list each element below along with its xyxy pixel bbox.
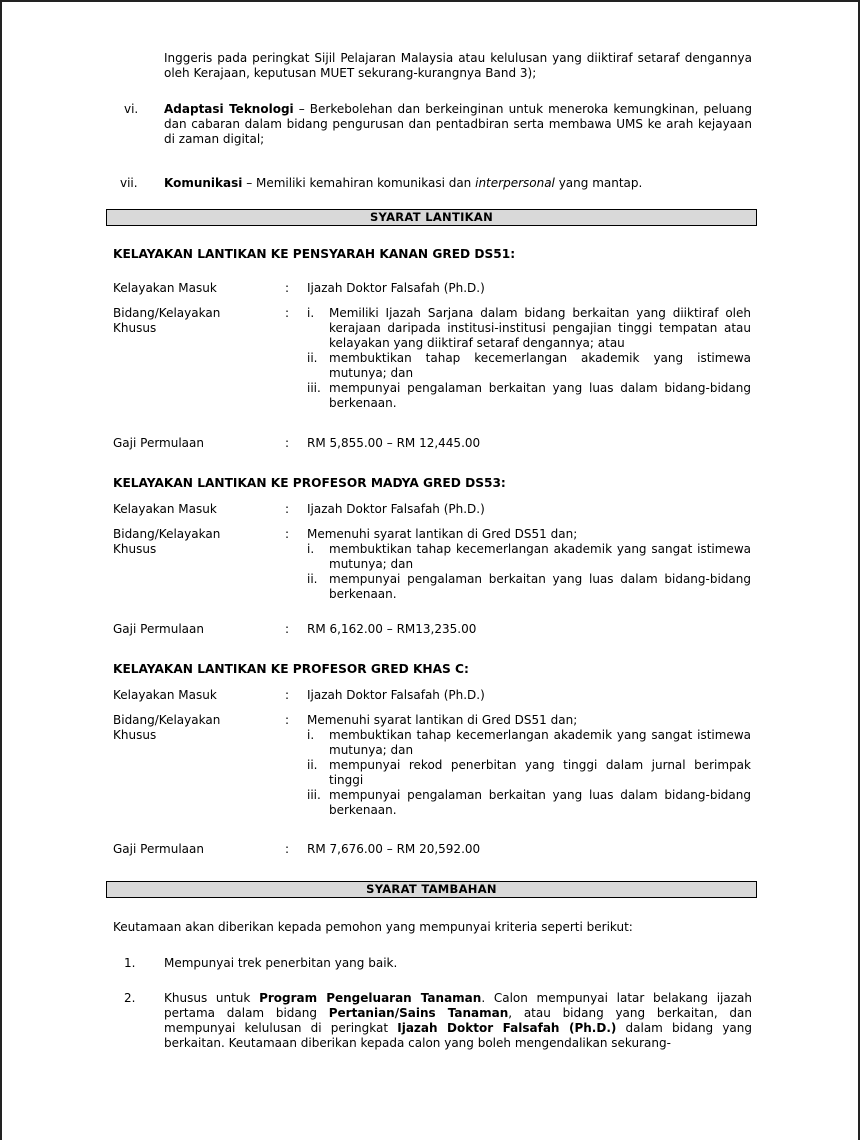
ds53-masuk-label: Kelayakan Masuk [113,502,217,516]
item-vii-italic: interpersonal [475,176,555,190]
tambahan-item2-text [164,991,752,1051]
ds53-masuk-colon: : [285,502,290,516]
list-item-text: mempunyai pengalaman berkaitan yang luas dalam bidang-bidang berkenaan. [329,788,751,817]
item-vi-body: – Berkebolehan dan berkeinginan untuk meneroka kemungkinan, peluang dan cabaran dalam bidang pengurusan dan pentadbiran serta membawa UMS ke arah kejayaan di zaman digital; [164,102,753,146]
khasc-masuk-label: Kelayakan Masuk [113,688,217,702]
item-vii-body-b: yang mantap. [554,176,643,190]
tambahan-item2-number: 2. [124,991,136,1005]
list-item-text: mempunyai pengalaman berkaitan yang luas dalam bidang-bidang berkenaan. [329,381,751,410]
ds51-bidang-colon: : [285,306,290,320]
list-item-text: Memiliki Ijazah Sarjana dalam bidang berkaitan yang diiktiraf oleh kerajaan daripada institusi-institusi pengajian tinggi tempatan atau kelayakan yang diiktiraf setaraf dengannya; atau [329,306,751,350]
khasc-gaji-label: Gaji Permulaan [113,842,204,856]
item2-text-b: . Calon mempunyai latar belakang ijazah pertama dalam bidang [164,991,753,1020]
ds53-heading: KELAYAKAN LANTIKAN KE PROFESOR MADYA GRED DS53: [113,476,506,490]
list-item [307,381,751,411]
list-item-number: ii. [307,351,318,365]
list-item-number: i. [307,728,315,742]
list-item-number: i. [307,542,315,556]
item2-text-a: Khusus untuk [164,991,260,1005]
list-item-text: membuktikan tahap kecemerlangan akademik yang sangat istimewa mutunya; dan [329,542,751,571]
list-item [307,788,751,818]
khasc-bidang-colon: : [285,713,290,727]
khasc-bidang-label: Bidang/Kelayakan Khusus [113,713,221,742]
item2-bold-bidang: Pertanian/Sains Tanaman [328,1006,509,1020]
list-item-text: membuktikan tahap kecemerlangan akademik yang sangat istimewa mutunya; dan [329,728,751,757]
khasc-heading: KELAYAKAN LANTIKAN KE PROFESOR GRED KHAS C: [113,662,469,676]
list-item-number: i. [307,306,315,320]
list-item-text: mempunyai pengalaman berkaitan yang luas dalam bidang-bidang berkenaan. [329,572,751,601]
ds53-gaji-colon: : [285,622,290,636]
section-bar-syarat-tambahan: SYARAT TAMBAHAN [106,881,757,898]
ds53-masuk-value: Ijazah Doktor Falsafah (Ph.D.) [307,502,485,516]
intro-continuation: Inggeris pada peringkat Sijil Pelajaran Malaysia atau kelulusan yang diiktiraf setaraf dengannya oleh Kerajaan, keputusan MUET sekurang-kurangnya Band 3); [164,51,752,80]
item-vi-title: Adaptasi Teknologi [164,102,294,116]
list-item [307,728,751,758]
ds51-bidang-label: Bidang/Kelayakan Khusus [113,306,221,335]
khasc-gaji-colon: : [285,842,290,856]
item-vii-number: vii. [120,176,138,190]
list-item-text: membuktikan tahap kecemerlangan akademik yang istimewa mutunya; dan [329,351,751,380]
tambahan-item1-number: 1. [124,956,136,970]
list-item [307,572,751,602]
ds51-bidang-list [307,306,751,411]
ds53-bidang-intro: Memenuhi syarat lantikan di Gred DS51 dan; [307,527,578,541]
list-item-number: iii. [307,381,321,395]
item-vi-text [164,102,752,147]
item2-bold-ijazah: Ijazah Doktor Falsafah (Ph.D.) [397,1021,617,1035]
ds51-gaji-label: Gaji Permulaan [113,436,204,450]
list-item [307,306,751,351]
list-item [307,351,751,381]
khasc-bidang-intro: Memenuhi syarat lantikan di Gred DS51 dan; [307,713,578,727]
ds51-gaji-colon: : [285,436,290,450]
item-vi-number: vi. [124,102,139,116]
ds51-masuk-label: Kelayakan Masuk [113,281,217,295]
item2-text-d: dalam bidang yang berkaitan. Keutamaan diberikan kepada calon yang boleh mengendalikan sekurang- [164,1021,753,1050]
ds53-bidang-colon: : [285,527,290,541]
khasc-gaji-value: RM 7,676.00 – RM 20,592.00 [307,842,481,856]
item-vii-text [164,176,752,191]
ds51-masuk-colon: : [285,281,290,295]
tambahan-intro: Keutamaan akan diberikan kepada pemohon yang mempunyai kriteria seperti berikut: [113,920,633,934]
item-vii-title: Komunikasi [164,176,243,190]
section-bar-syarat-lantikan: SYARAT LANTIKAN [106,209,757,226]
list-item [307,542,751,572]
khasc-masuk-value: Ijazah Doktor Falsafah (Ph.D.) [307,688,485,702]
list-item [307,758,751,788]
item2-bold-program: Program Pengeluaran Tanaman [259,991,482,1005]
item2-text-c: , atau bidang yang berkaitan, dan mempunyai kelulusan di peringkat [164,1006,752,1035]
ds53-bidang-label: Bidang/Kelayakan Khusus [113,527,221,556]
list-item-number: iii. [307,788,321,802]
ds51-gaji-value: RM 5,855.00 – RM 12,445.00 [307,436,481,450]
list-item-number: ii. [307,572,318,586]
ds51-heading: KELAYAKAN LANTIKAN KE PENSYARAH KANAN GRED DS51: [113,247,516,261]
list-item-text: mempunyai rekod penerbitan yang tinggi dalam jurnal berimpak tinggi [329,758,751,787]
list-item-number: ii. [307,758,318,772]
khasc-masuk-colon: : [285,688,290,702]
item-vii-body-a: – Memiliki kemahiran komunikasi dan [242,176,476,190]
ds53-gaji-label: Gaji Permulaan [113,622,204,636]
khasc-bidang-list [307,728,751,818]
ds51-masuk-value: Ijazah Doktor Falsafah (Ph.D.) [307,281,485,295]
ds53-bidang-list [307,542,751,602]
ds53-gaji-value: RM 6,162.00 – RM13,235.00 [307,622,477,636]
tambahan-item1-text: Mempunyai trek penerbitan yang baik. [164,956,398,970]
